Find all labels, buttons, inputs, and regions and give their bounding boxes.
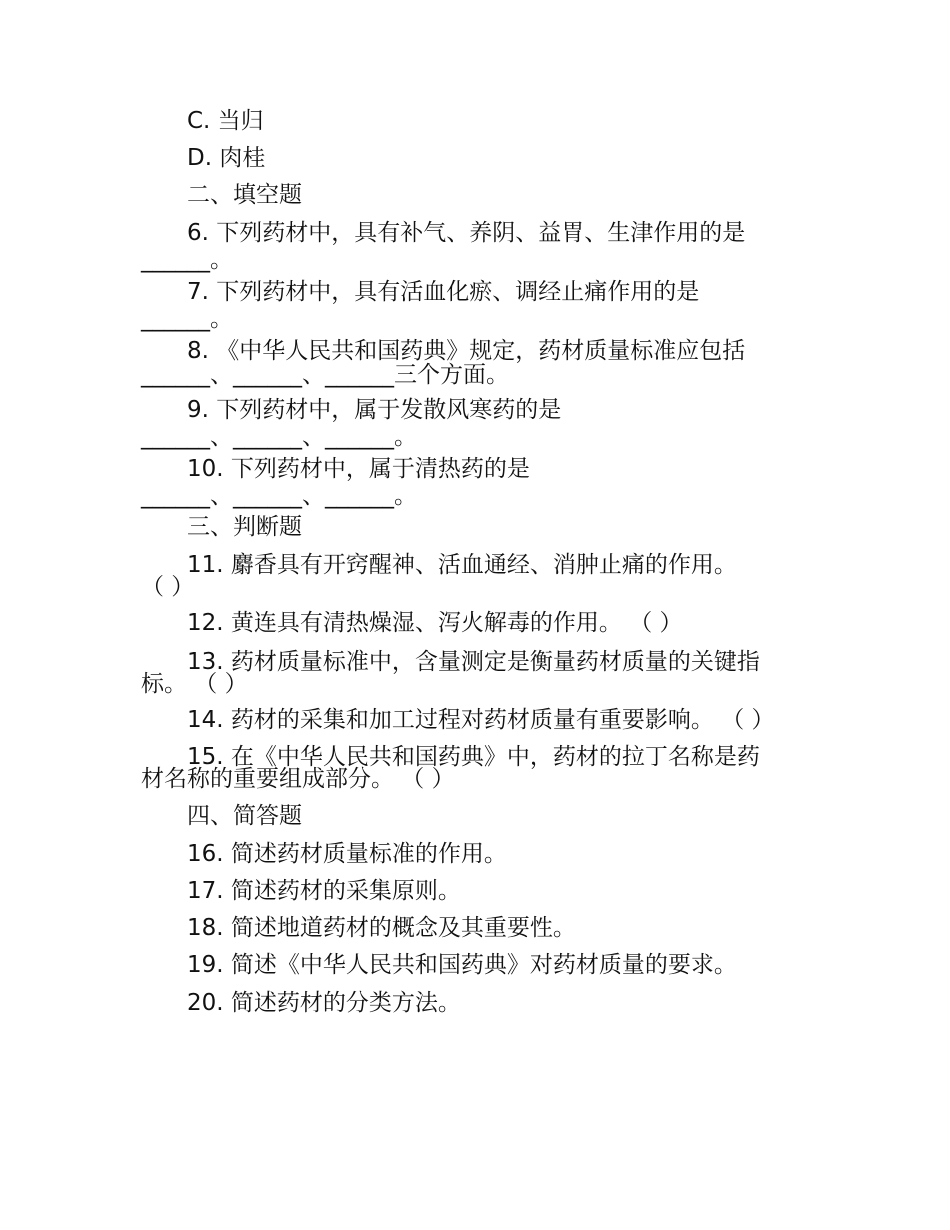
option-d: D. 肉桂 (187, 145, 266, 171)
question-17: 17. 简述药材的采集原则。 (187, 878, 461, 904)
question-13: 13. 药材质量标准中，含量测定是衡量药材质量的关键指 (187, 649, 760, 675)
question-13-continued: 标。 （ ） (141, 671, 248, 697)
question-8-blanks: ______、______、______三个方面。 (141, 362, 509, 388)
question-11: 11. 麝香具有开窍醒神、活血通经、消肿止痛的作用。 (187, 552, 737, 578)
question-7: 7. 下列药材中，具有活血化瘀、调经止痛作用的是 (187, 279, 700, 305)
question-9-blanks: ______、______、______。 (141, 424, 417, 450)
question-15-continued: 材名称的重要组成部分。 （ ） (141, 766, 455, 792)
section-heading-true-false: 三、判断题 (187, 514, 302, 540)
question-10: 10. 下列药材中，属于清热药的是 (187, 456, 530, 482)
question-7-blank: ______。 (141, 306, 233, 332)
question-19: 19. 简述《中华人民共和国药典》对药材质量的要求。 (187, 952, 737, 978)
question-6: 6. 下列药材中，具有补气、养阴、益胃、生津作用的是 (187, 220, 746, 246)
option-c: C. 当归 (187, 108, 264, 134)
question-6-blank: ______。 (141, 247, 233, 273)
question-12: 12. 黄连具有清热燥湿、泻火解毒的作用。 （ ） (187, 610, 683, 636)
section-heading-short-answer: 四、简答题 (187, 803, 302, 829)
question-18: 18. 简述地道药材的概念及其重要性。 (187, 915, 576, 941)
question-14: 14. 药材的采集和加工过程对药材质量有重要影响。 （ ） (187, 707, 775, 733)
section-heading-fill-blank: 二、填空题 (187, 182, 302, 208)
question-8: 8. 《中华人民共和国药典》规定，药材质量标准应包括 (187, 338, 746, 364)
question-16: 16. 简述药材质量标准的作用。 (187, 841, 507, 867)
question-20: 20. 简述药材的分类方法。 (187, 990, 461, 1016)
question-10-blanks: ______、______、______。 (141, 483, 417, 509)
question-15: 15. 在《中华人民共和国药典》中，药材的拉丁名称是药 (187, 744, 760, 770)
question-11-bracket: （ ） (141, 574, 195, 600)
question-9: 9. 下列药材中，属于发散风寒药的是 (187, 397, 562, 423)
